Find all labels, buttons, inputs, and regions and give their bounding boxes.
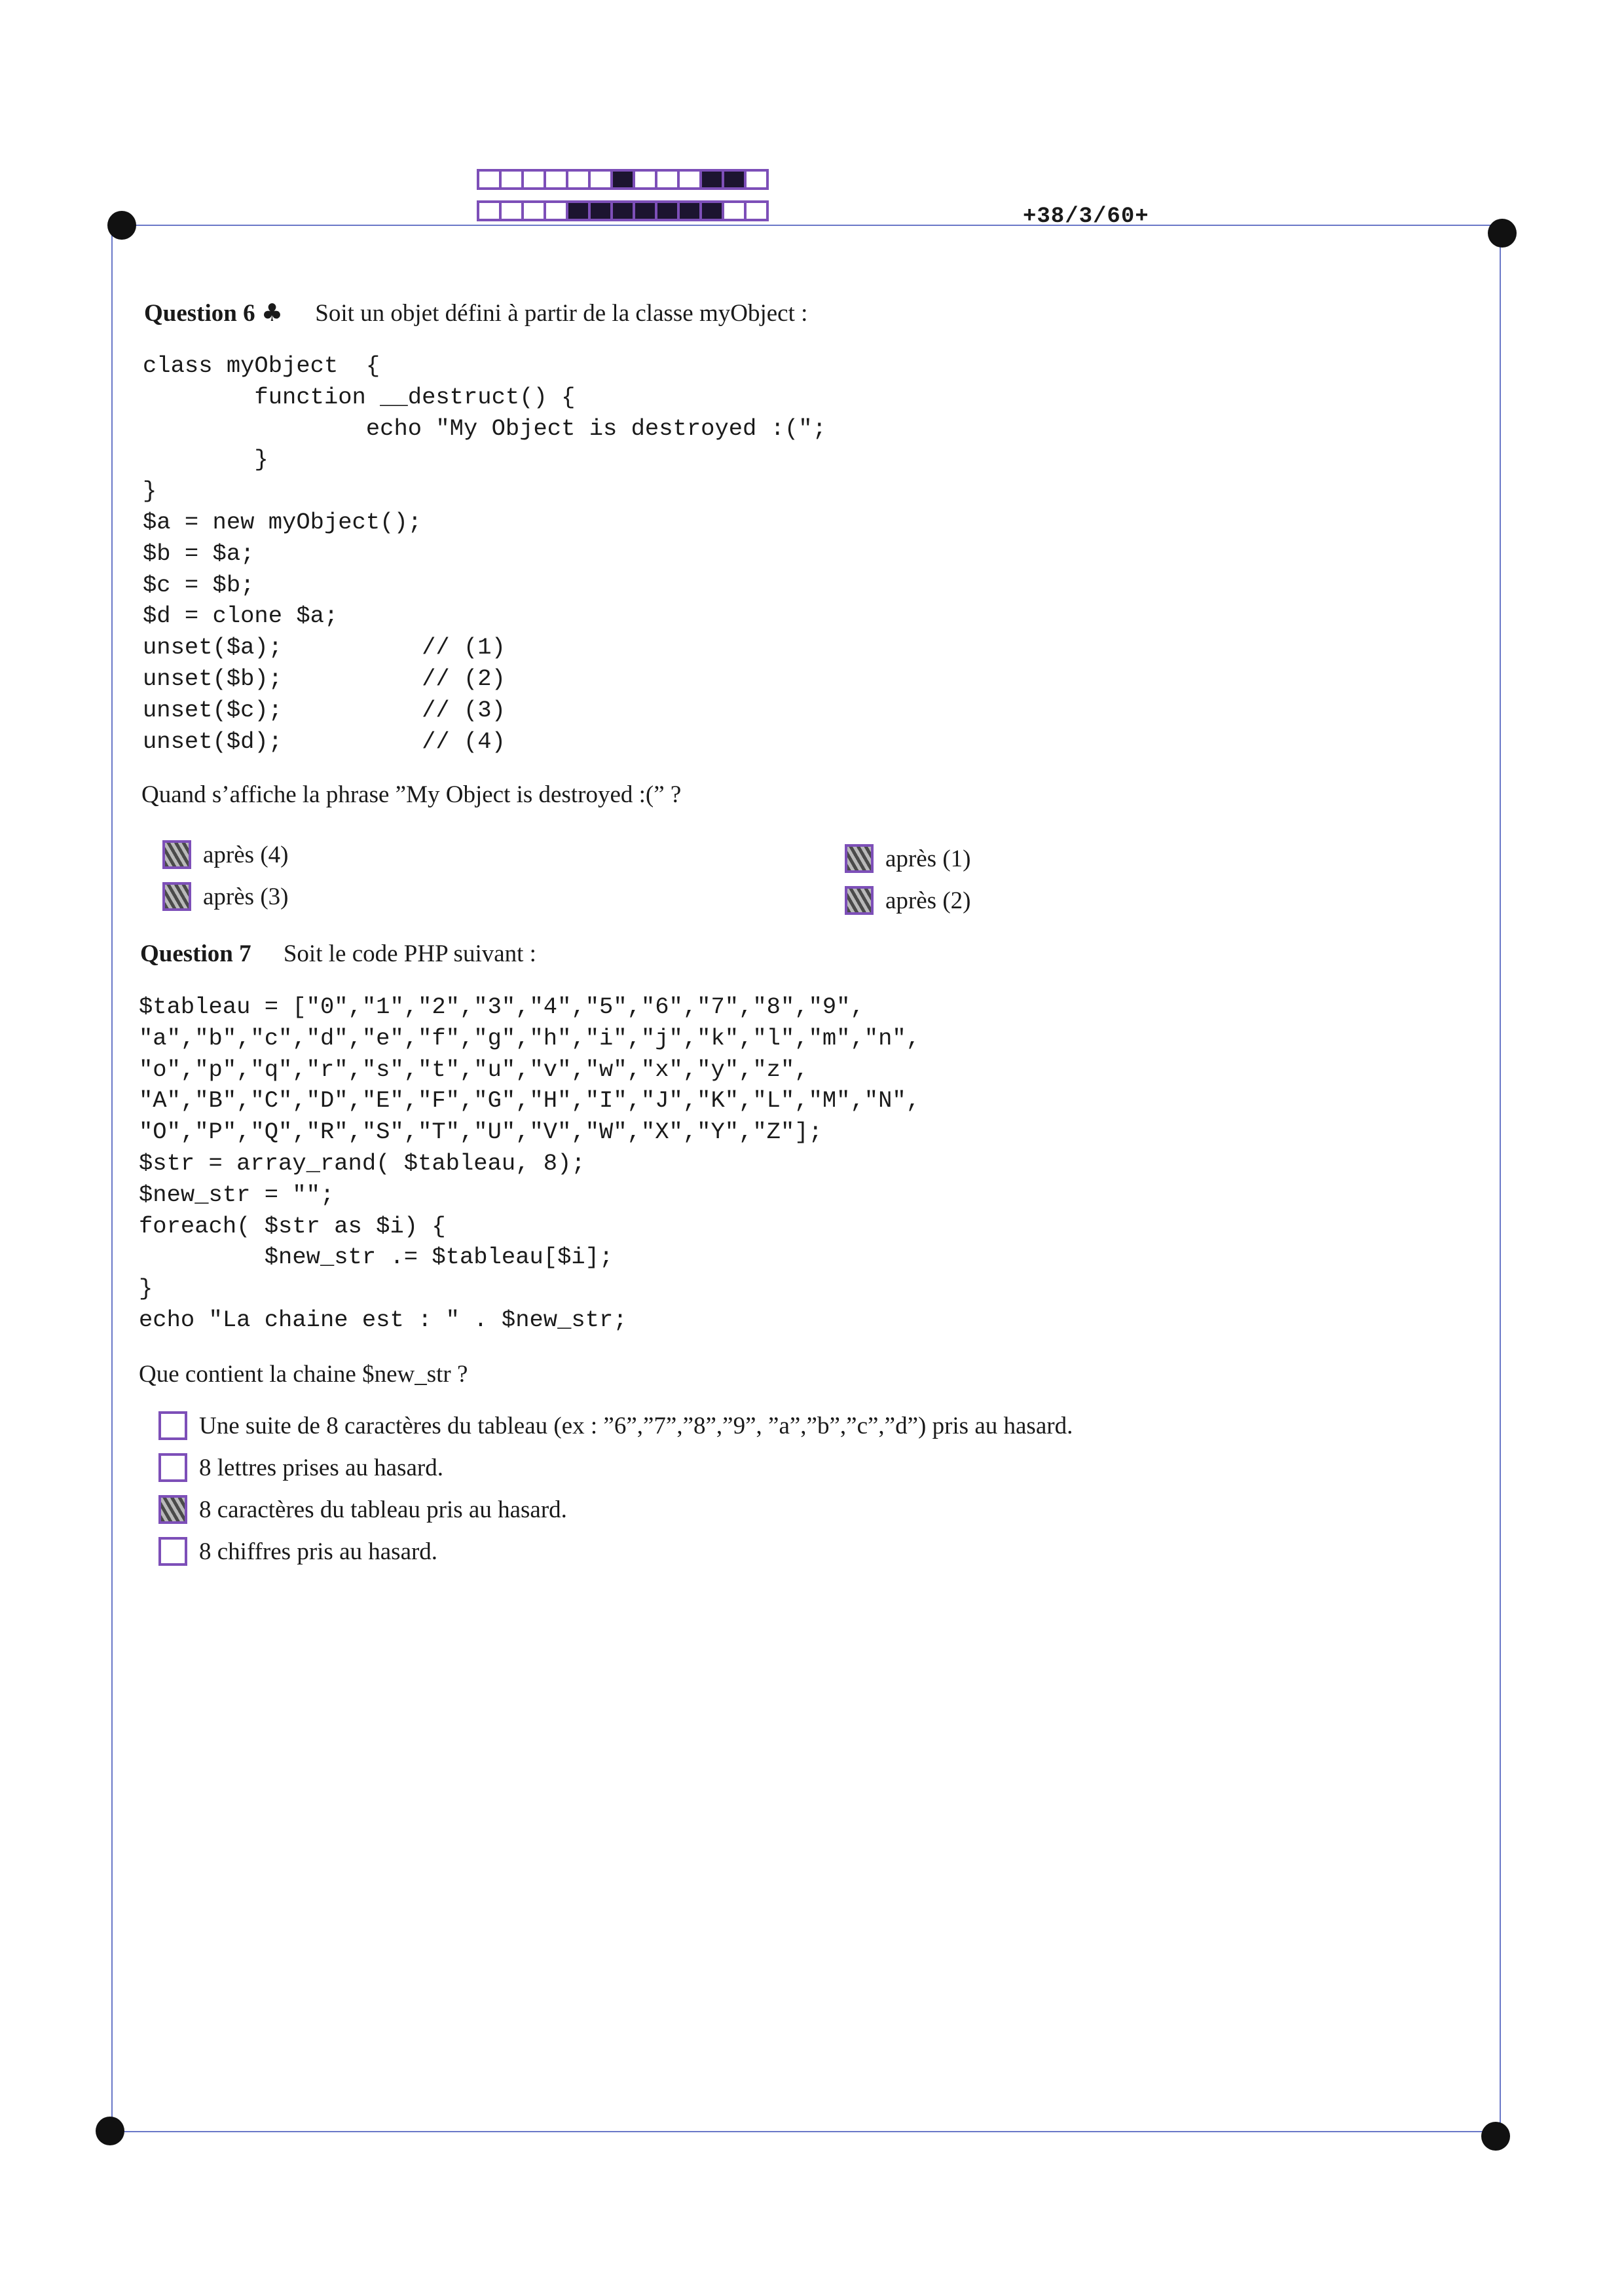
barcode-cell: [699, 200, 724, 221]
barcode-cell: [477, 200, 502, 221]
option-label: 8 lettres prises au hasard.: [199, 1454, 443, 1481]
barcode-cell: [477, 169, 502, 190]
barcode-cell: [521, 169, 546, 190]
frame-right-line: [1500, 239, 1501, 2131]
corner-mark-top-right: [1488, 219, 1517, 248]
barcode-cell: [499, 169, 524, 190]
checkbox-icon[interactable]: [158, 1411, 187, 1440]
question-6-label: Question 6: [144, 300, 255, 327]
option-label: 8 caractères du tableau pris au hasard.: [199, 1496, 567, 1523]
barcode-cell: [566, 169, 591, 190]
barcode-row-top: [477, 169, 766, 190]
club-icon: ♣: [261, 299, 284, 327]
checkbox-icon[interactable]: [158, 1453, 187, 1482]
question-7-option-3[interactable]: [158, 1495, 567, 1524]
barcode-cell: [699, 169, 724, 190]
corner-mark-bottom-left: [96, 2117, 124, 2145]
question-7-option-2[interactable]: [158, 1453, 443, 1482]
barcode-cell: [566, 200, 591, 221]
question-7-code: $tableau = ["0","1","2","3","4","5","6","7","8","9", "a","b","c","d","e","f","g","h","i","j","k","l","m","n", "o","p","q","r","s","t","u","v","w","x","y","z", "A","B","C","D","E","F","G","H","I","J","K","L","M","N", "O","P","Q","R","S","T","U","V","W","X","Y","Z"]; $str = array_rand( $tableau, 8); $new_str = ""; foreach( $str as $i) { $new_str .= $tableau[$i]; } echo "La chaine est : " . $new_str;: [139, 993, 920, 1333]
page-id: +38/3/60+: [1023, 204, 1149, 229]
barcode-cell: [588, 169, 613, 190]
question-6-option-4[interactable]: [845, 886, 970, 915]
barcode-cell: [610, 169, 635, 190]
question-7-option-4[interactable]: [158, 1537, 437, 1566]
barcode-cell: [499, 200, 524, 221]
option-label: après (3): [203, 883, 289, 910]
barcode-row-bottom: [477, 200, 766, 221]
question-6-prompt: Quand s’affiche la phrase ”My Object is destroyed :(” ?: [141, 781, 682, 808]
checkbox-icon[interactable]: [162, 882, 191, 911]
question-7-intro: Soit le code PHP suivant :: [283, 940, 536, 967]
option-label: 8 chiffres pris au hasard.: [199, 1538, 438, 1565]
checkbox-icon[interactable]: [845, 844, 874, 873]
checkbox-icon[interactable]: [845, 886, 874, 915]
barcode-cell: [655, 200, 680, 221]
question-6-option-2[interactable]: [162, 882, 288, 911]
checkbox-icon[interactable]: [158, 1537, 187, 1566]
barcode-cell: [521, 200, 546, 221]
question-7-prompt: Que contient la chaine $new_str ?: [139, 1361, 468, 1388]
barcode-cell: [588, 200, 613, 221]
barcode-cell: [677, 169, 702, 190]
corner-mark-bottom-right: [1481, 2122, 1510, 2151]
frame-bottom-line: [111, 2131, 1497, 2132]
barcode-cell: [744, 169, 769, 190]
frame-left-line: [111, 232, 113, 2131]
option-label: après (4): [203, 841, 289, 868]
option-label: après (1): [885, 845, 971, 872]
question-7-header: [140, 940, 536, 968]
question-6-code: class myObject { function __destruct() { echo "My Object is destroyed :("; } } $a = new myObject(); $b = $a; $c = $b; $d = clone $a; unset($a); // (1) unset($b); // (2) unset($c); // (3) unset($d); // (4): [143, 352, 826, 755]
barcode-cell: [610, 200, 635, 221]
barcode-cell: [655, 169, 680, 190]
checkbox-icon[interactable]: [158, 1495, 187, 1524]
question-6-option-3[interactable]: [845, 844, 970, 873]
barcode-cell: [633, 169, 657, 190]
question-7-option-1[interactable]: [158, 1411, 1073, 1440]
corner-mark-top-left: [107, 211, 136, 240]
barcode-cell: [544, 200, 568, 221]
question-6-intro: Soit un objet défini à partir de la classe myObject :: [315, 300, 808, 327]
question-7-label: Question 7: [140, 940, 251, 967]
barcode-cell: [744, 200, 769, 221]
barcode-cell: [722, 200, 747, 221]
barcode-cell: [677, 200, 702, 221]
question-6-option-1[interactable]: [162, 840, 288, 869]
question-6-header: [144, 299, 807, 327]
checkbox-icon[interactable]: [162, 840, 191, 869]
barcode-cell: [544, 169, 568, 190]
barcode-cell: [722, 169, 747, 190]
frame-top-line: [122, 225, 1502, 226]
barcode-cell: [633, 200, 657, 221]
option-label: Une suite de 8 caractères du tableau (ex : ”6”,”7”,”8”,”9”, ”a”,”b”,”c”,”d”) pris au hasard.: [199, 1412, 1073, 1439]
option-label: après (2): [885, 887, 971, 914]
